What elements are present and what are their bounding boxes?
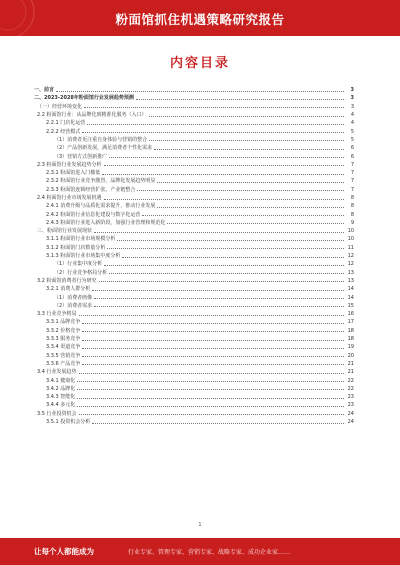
toc-entry[interactable]	[34, 186, 354, 194]
toc-entry[interactable]	[34, 310, 354, 318]
toc-entry-label: 3.4.1 健康化	[46, 377, 76, 384]
toc-entry-page: 11	[347, 244, 354, 251]
toc-entry-label: 3.3.5 营销竞争	[46, 352, 81, 359]
toc-entry[interactable]	[34, 410, 354, 418]
toc-entry[interactable]	[34, 360, 354, 368]
toc-entry[interactable]	[34, 227, 354, 235]
page-number: 1	[198, 522, 202, 528]
toc-entry-page: 10	[347, 236, 354, 243]
toc-leader-dots	[149, 140, 344, 141]
toc-entry[interactable]	[34, 352, 354, 360]
toc-entry-page: 8	[350, 203, 354, 210]
toc-leader-dots	[79, 414, 344, 415]
toc-leader-dots	[99, 281, 344, 282]
toc-leader-dots	[104, 265, 344, 266]
toc-entry-label: （3）营销方式创新推广	[54, 153, 108, 160]
toc-entry-page: 3	[350, 103, 354, 110]
toc-entry[interactable]	[34, 376, 354, 384]
toc-leader-dots	[94, 306, 344, 307]
toc-entry[interactable]	[34, 318, 354, 326]
toc-entry-label: 3.3.4 渠道竞争	[46, 344, 81, 351]
toc-entry-label: 3.4 行业发展趋势	[37, 369, 77, 376]
toc-entry[interactable]	[34, 119, 354, 127]
toc-entry[interactable]	[34, 210, 354, 218]
toc-entry-page: 21	[347, 369, 354, 376]
toc-entry[interactable]	[34, 169, 354, 177]
toc-entry-label: 2.2.1 门店化运营	[46, 120, 86, 127]
toc-leader-dots	[87, 124, 344, 125]
toc-entry-page: 23	[347, 394, 354, 401]
toc-leader-dots	[136, 99, 344, 100]
toc-leader-dots	[104, 165, 344, 166]
toc-entry-label: 3.5 行业投资机会	[37, 410, 77, 417]
toc-entry-label: 3.1.1 粉面馆行业市场规模分析	[46, 236, 116, 243]
toc-entry-label: 3.4.4 多元化	[46, 402, 76, 409]
toc-entry-label: 3.3.1 品牌竞争	[46, 319, 81, 326]
toc-entry-label: 3.1.3 粉面馆行业市场集中度分析	[46, 253, 121, 260]
toc-entry-label: 二、2023-2028年粉面馆行业发展趋势预测	[34, 95, 134, 102]
toc-entry-label: 3.4.2 品牌化	[46, 385, 76, 392]
toc-leader-dots	[92, 290, 344, 291]
toc-entry-page: 18	[347, 327, 354, 334]
toc-entry-page: 4	[350, 112, 354, 119]
toc-entry-page: 9	[350, 219, 354, 226]
toc-entry-label: 3.2 粉面馆消费者行为研究	[37, 277, 97, 284]
toc-entry-page: 24	[347, 410, 354, 417]
toc-entry-label: 3.3.2 价格竞争	[46, 327, 81, 334]
toc-leader-dots	[154, 149, 344, 150]
toc-leader-dots	[157, 182, 344, 183]
toc-entry-page: 23	[347, 402, 354, 409]
toc-leader-dots	[117, 240, 344, 241]
toc-leader-dots	[94, 232, 344, 233]
toc-entry-page: 5	[350, 128, 354, 135]
toc-entry-page: 14	[347, 286, 354, 293]
toc-leader-dots	[109, 273, 344, 274]
footer-bar	[0, 538, 400, 565]
toc-entry[interactable]	[34, 202, 354, 210]
toc-entry-page: 22	[347, 385, 354, 392]
toc-entry[interactable]	[34, 111, 354, 119]
toc-entry[interactable]	[34, 401, 354, 409]
toc-entry-label: 三、粉面馆行业发展现状	[37, 228, 93, 235]
toc-entry-label: 2.2 粉面馆行业：从品牌化到精准化服务（入口）	[37, 112, 147, 119]
toc-entry-page: 14	[347, 294, 354, 301]
toc-entry-page: 7	[350, 161, 354, 168]
toc-leader-dots	[82, 323, 344, 324]
toc-entry-page: 19	[347, 344, 354, 351]
toc-entry-page: 3	[350, 95, 354, 102]
toc-leader-dots	[82, 132, 344, 133]
toc-entry-label: 2.3.1 粉面馆进入门槛低	[46, 170, 101, 177]
toc-entry[interactable]	[34, 385, 354, 393]
toc-entry-label: （1）消费者画像	[54, 294, 93, 301]
toc-leader-dots	[92, 423, 344, 424]
toc-entry[interactable]	[34, 235, 354, 243]
toc-entry[interactable]	[34, 161, 354, 169]
toc-leader-dots	[82, 364, 344, 365]
toc-heading: 内容目录	[169, 56, 230, 71]
toc-entry[interactable]	[34, 285, 354, 293]
toc-entry-label: 2.4 粉面馆行业市场发展机遇	[37, 195, 102, 201]
toc-entry[interactable]	[34, 252, 354, 260]
toc-entry[interactable]	[34, 219, 354, 227]
toc-leader-dots	[82, 356, 344, 357]
toc-entry-label: 3.5.1 投资机会分析	[46, 419, 91, 426]
toc-entry[interactable]	[34, 418, 354, 426]
toc-entry[interactable]	[34, 393, 354, 401]
toc-entry-page: 13	[347, 269, 354, 276]
toc-entry-page: 7	[350, 170, 354, 177]
toc-entry[interactable]	[34, 327, 354, 335]
toc-entry-label: （1）行业集中度分析	[54, 261, 103, 268]
toc-entry-page: 21	[347, 360, 354, 367]
toc-entry[interactable]	[34, 343, 354, 351]
toc-entry-label: （2）产品创新发展，满足消费者个性化需求	[54, 145, 153, 152]
toc-leader-dots	[84, 107, 344, 108]
toc-leader-dots	[94, 298, 344, 299]
toc-entry-page: 24	[347, 419, 354, 426]
toc-entry-label: 2.3.3 粉面馆连锁经营扩张，产业链整合	[46, 186, 136, 193]
toc-entry-page: 7	[350, 186, 354, 193]
toc-entry-page: 5	[350, 136, 354, 143]
toc-entry-label: 2.3 粉面馆行业发展趋势分析	[37, 161, 102, 168]
toc-entry[interactable]	[34, 277, 354, 285]
toc-leader-dots	[77, 398, 344, 399]
toc-entry-page: 17	[347, 319, 354, 326]
toc-entry-label: 一、前言	[34, 87, 55, 94]
toc-entry-page: 18	[347, 336, 354, 343]
toc-entry-page: 12	[347, 253, 354, 260]
toc-leader-dots	[82, 331, 344, 332]
toc-entry-label: 3.2.1 消费人群分析	[46, 286, 91, 293]
toc-leader-dots	[82, 340, 344, 341]
toc-entry-page: 7	[350, 178, 354, 185]
toc-entry[interactable]	[34, 86, 354, 94]
toc-leader-dots	[77, 389, 344, 390]
toc-entry-label: 2.3.2 粉面馆行业竞争激烈，品牌化发展趋势明显	[46, 178, 156, 185]
toc-entry-label: 3.3 行业竞争格局	[37, 311, 77, 318]
toc-entry-page: 8	[350, 211, 354, 218]
toc-entry-label: （2）行业竞争格局分析	[54, 269, 108, 276]
toc-entry[interactable]	[34, 368, 354, 376]
toc-entry[interactable]	[34, 177, 354, 185]
toc-entry-page: 22	[347, 377, 354, 384]
toc-leader-dots	[137, 190, 344, 191]
toc-entry-page: 12	[347, 261, 354, 268]
toc-entry-label: 3.3.3 服务竞争	[46, 336, 81, 343]
toc-leader-dots	[79, 373, 344, 374]
toc-entry-page: 15	[347, 302, 354, 309]
toc-leader-dots	[77, 381, 344, 382]
report-title: 粉面馆抓住机遇策略研究报告	[115, 12, 285, 27]
toc-leader-dots	[109, 157, 344, 158]
toc-leader-dots	[122, 257, 344, 258]
toc-leader-dots	[82, 348, 344, 349]
toc-leader-dots	[167, 223, 344, 224]
toc-entry[interactable]	[34, 103, 354, 111]
toc-leader-dots	[104, 199, 344, 200]
toc-entry-page: 10	[347, 228, 354, 235]
toc-entry-label: 2.4.1 消费升级与品质化需求提升，推动行业发展	[46, 203, 156, 210]
toc-entry-label: 2.2.2 经营模式	[46, 128, 81, 135]
toc-entry-page: 20	[347, 352, 354, 359]
toc-entry-label: 3.3.6 产品竞争	[46, 360, 81, 367]
toc-entry[interactable]	[34, 136, 354, 144]
toc-entry[interactable]	[34, 94, 354, 102]
report-header-bar	[0, 0, 400, 36]
toc-entry[interactable]	[34, 293, 354, 301]
footer-slogan: 让每个人都能成为	[34, 547, 94, 556]
toc-leader-dots	[157, 207, 344, 208]
toc-entry[interactable]	[34, 244, 354, 252]
toc-entry-page: 6	[350, 145, 354, 152]
toc-leader-dots	[149, 116, 344, 117]
table-of-contents	[34, 86, 354, 426]
toc-leader-dots	[142, 215, 344, 216]
toc-entry-page: 3	[350, 87, 354, 94]
toc-leader-dots	[107, 248, 344, 249]
toc-entry-page: 8	[350, 195, 354, 201]
toc-entry[interactable]	[34, 269, 354, 277]
toc-entry-page: 6	[350, 153, 354, 160]
toc-entry[interactable]	[34, 194, 354, 202]
toc-entry[interactable]	[34, 144, 354, 152]
toc-entry-label: （一）经营环境变化	[37, 103, 83, 110]
toc-leader-dots	[79, 315, 344, 316]
toc-entry-label: 2.4.2 粉面馆行业信息化建设与数字化运营	[46, 211, 141, 218]
toc-entry[interactable]	[34, 335, 354, 343]
toc-entry[interactable]	[34, 152, 354, 160]
toc-entry-label: （1）消费者更注重自身体验与营销的整合	[54, 136, 148, 143]
toc-entry-page: 13	[347, 277, 354, 284]
toc-entry-label: （2）消费者需求	[54, 302, 93, 309]
toc-entry-page: 4	[350, 120, 354, 127]
toc-entry[interactable]	[34, 127, 354, 135]
toc-entry-page: 16	[347, 311, 354, 318]
toc-entry[interactable]	[34, 302, 354, 310]
toc-entry[interactable]	[34, 260, 354, 268]
toc-entry-label: 3.1.2 粉面馆门店数量分析	[46, 244, 106, 251]
toc-leader-dots	[77, 406, 344, 407]
toc-leader-dots	[102, 174, 344, 175]
footer-tagline: 行业专家、管理专家、营销专家、战略专家、成功企业家……	[128, 549, 291, 556]
toc-entry-label: 2.4.3 粉面馆行业进入新阶段，加强行业管理和规范化	[46, 219, 166, 226]
toc-entry-label: 3.4.3 智能化	[46, 394, 76, 401]
toc-leader-dots	[56, 91, 344, 92]
